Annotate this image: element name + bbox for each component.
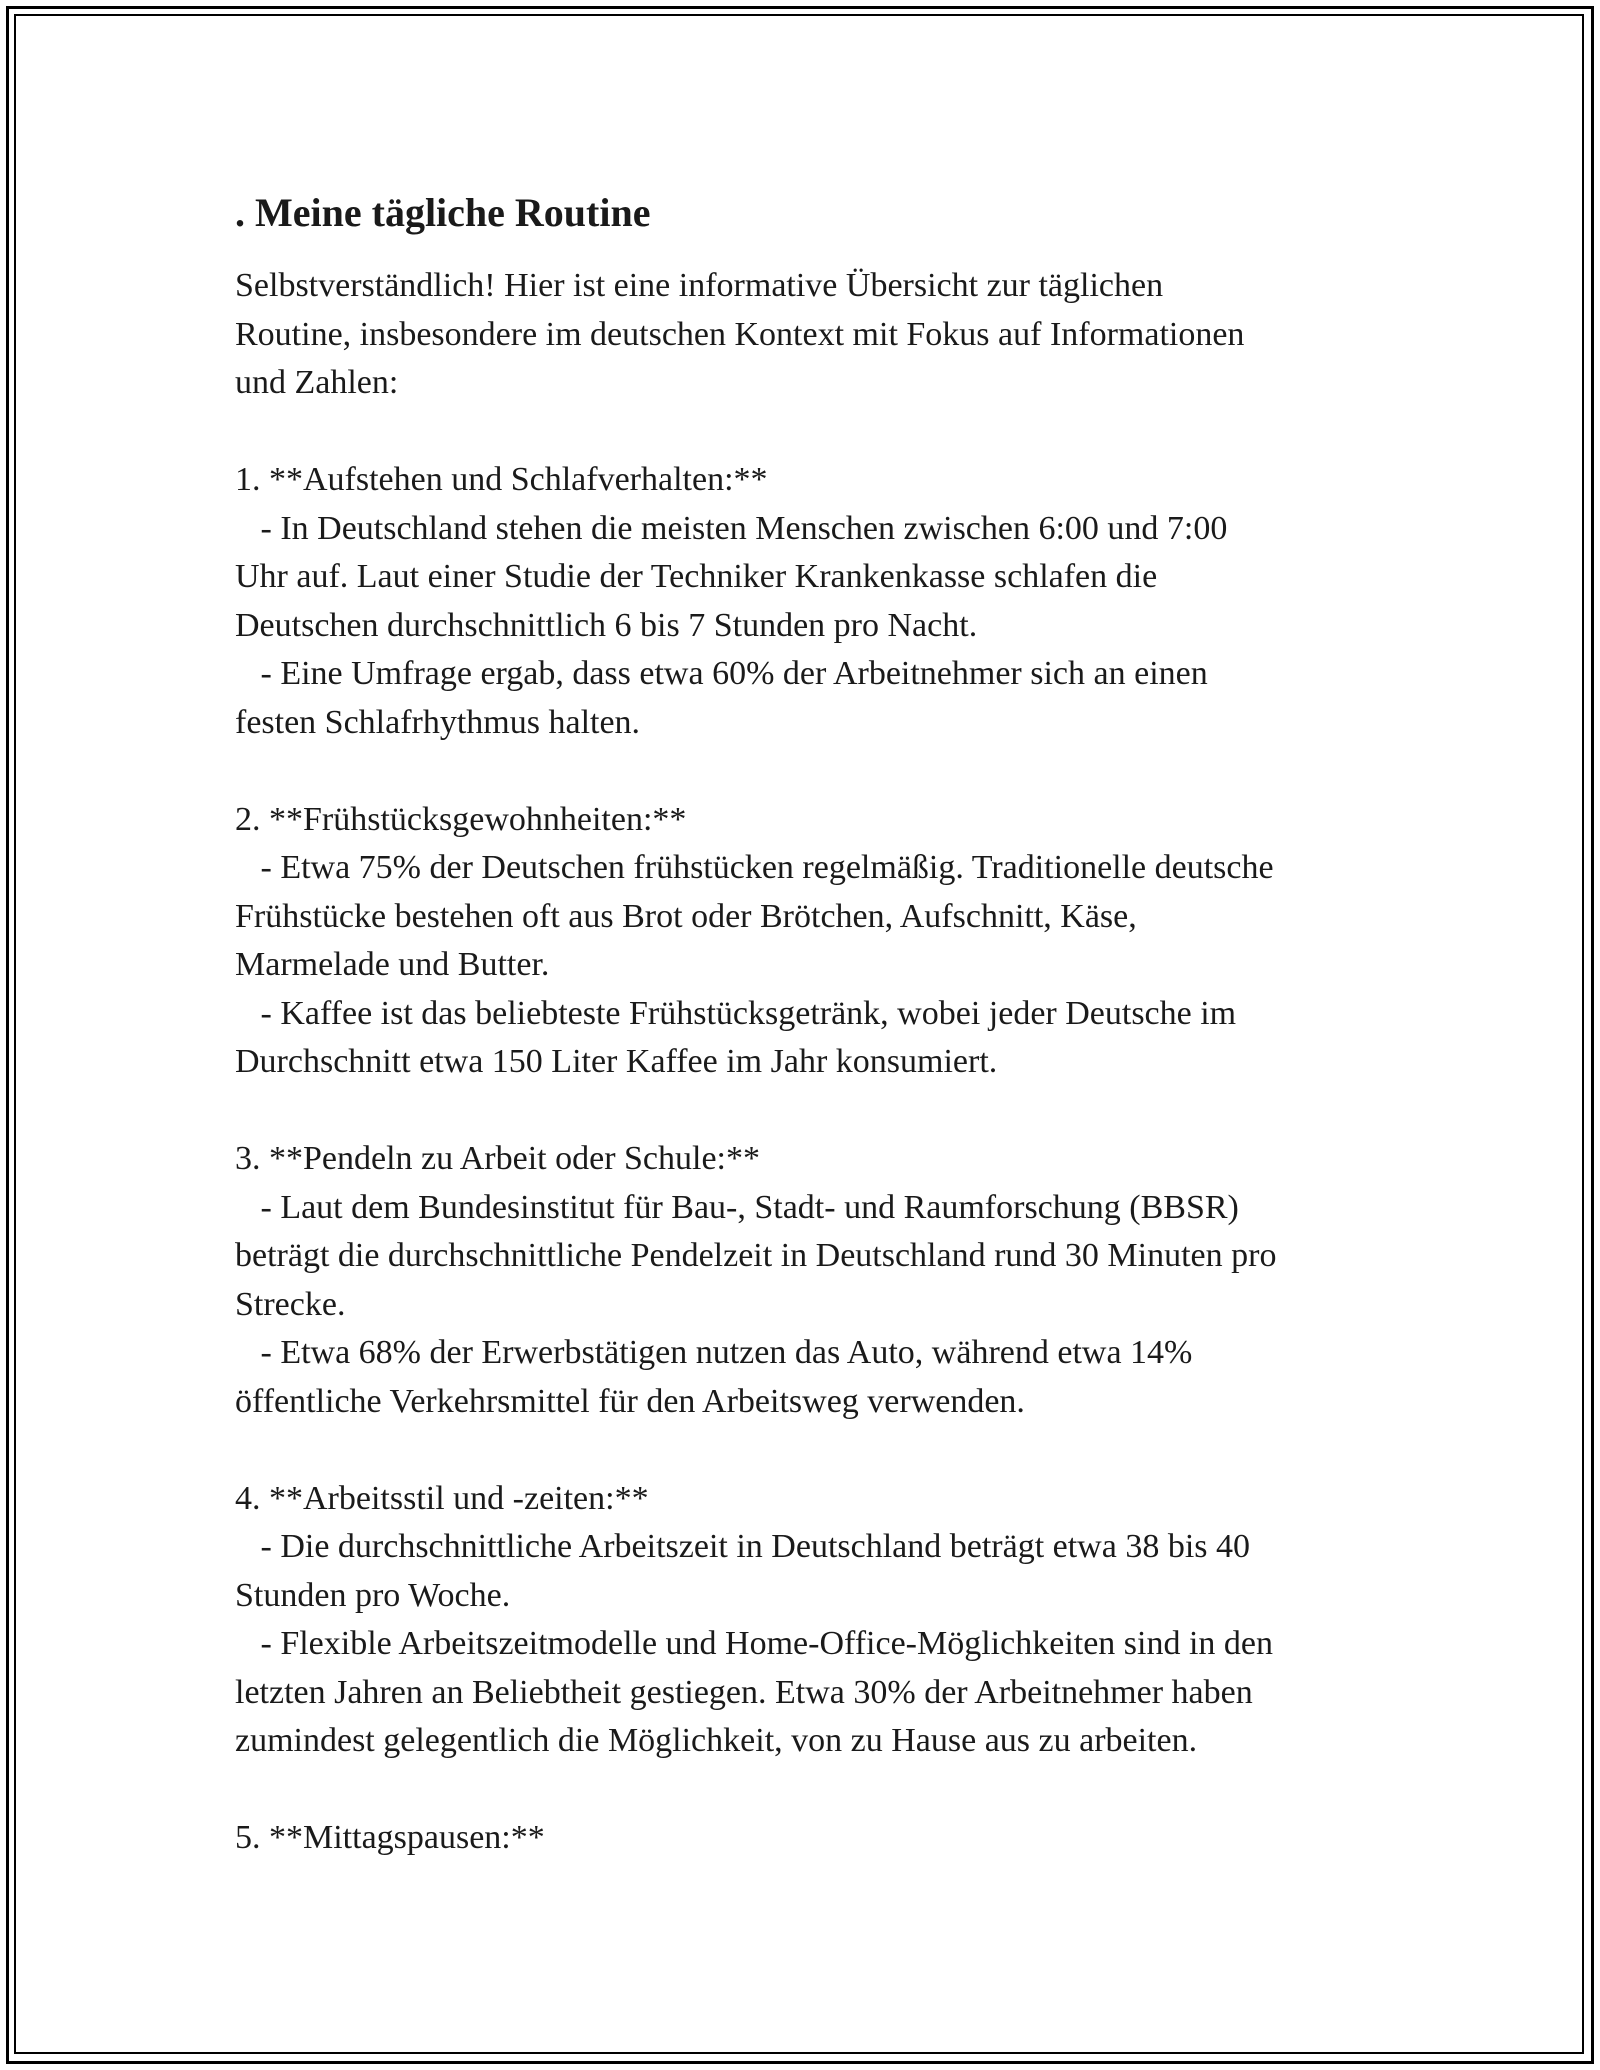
text-line: Strecke.	[235, 1285, 346, 1323]
section-heading: 5. **Mittagspausen:**	[235, 1819, 545, 1856]
text-line: - Die durchschnittliche Arbeitszeit in Deutschland beträgt etwa 38 bis 40	[235, 1528, 1251, 1565]
section-heading: 2. **Frühstücksgewohnheiten:**	[235, 800, 687, 838]
text-line: Frühstücke bestehen oft aus Brot oder Brötchen, Aufschnitt, Käse,	[235, 897, 1137, 935]
text-line: und Zahlen:	[235, 364, 399, 401]
text-line: Durchschnitt etwa 150 Liter Kaffee im Jahr konsumiert.	[235, 1043, 998, 1080]
text-line: beträgt die durchschnittliche Pendelzeit in Deutschland rund 30 Minuten pro	[235, 1237, 1277, 1274]
text-line: - Kaffee ist das beliebteste Frühstücksgetränk, wobei jeder Deutsche im	[235, 994, 1237, 1032]
blank-line	[235, 747, 1385, 796]
text-line: öffentliche Verkehrsmittel für den Arbeitsweg verwenden.	[235, 1382, 1025, 1420]
blank-line	[235, 1766, 1385, 1815]
text-line: - Eine Umfrage ergab, dass etwa 60% der Arbeitnehmer sich an einen	[235, 655, 1208, 692]
document-title: . Meine tägliche Routine	[235, 190, 651, 235]
blank-line	[235, 1426, 1385, 1475]
text-line: Marmelade und Butter.	[235, 946, 550, 983]
section-heading: 1. **Aufstehen und Schlafverhalten:**	[235, 461, 768, 498]
text-line: letzten Jahren an Beliebtheit gestiegen. Etwa 30% der Arbeitnehmer haben	[235, 1673, 1253, 1711]
text-line: zumindest gelegentlich die Möglichkeit, von zu Hause aus zu arbeiten.	[235, 1722, 1198, 1759]
text-line: festen Schlafrhythmus halten.	[235, 703, 641, 741]
text-line: Selbstverständlich! Hier ist eine informative Übersicht zur täglichen	[235, 267, 1164, 304]
text-line: Uhr auf. Laut einer Studie der Techniker Krankenkasse schlafen die	[235, 558, 1158, 595]
blank-line	[235, 408, 1385, 457]
text-line: Deutschen durchschnittlich 6 bis 7 Stunden pro Nacht.	[235, 606, 978, 644]
document-text	[235, 262, 1385, 1863]
text-line: Stunden pro Woche.	[235, 1576, 511, 1614]
blank-line	[235, 1087, 1385, 1136]
text-line: - Etwa 68% der Erwerbstätigen nutzen das Auto, während etwa 14%	[235, 1334, 1193, 1371]
section-heading: 4. **Arbeitsstil und -zeiten:**	[235, 1479, 649, 1517]
document-body	[235, 186, 1385, 1863]
text-line: - In Deutschland stehen die meisten Menschen zwischen 6:00 und 7:00	[235, 509, 1228, 547]
text-line: Routine, insbesondere im deutschen Kontext mit Fokus auf Informationen	[235, 315, 1245, 353]
section-heading: 3. **Pendeln zu Arbeit oder Schule:**	[235, 1140, 761, 1177]
text-line: - Flexible Arbeitszeitmodelle und Home-Office-Möglichkeiten sind in den	[235, 1625, 1274, 1662]
text-line: - Laut dem Bundesinstitut für Bau-, Stadt- und Raumforschung (BBSR)	[235, 1188, 1239, 1226]
text-line: - Etwa 75% der Deutschen frühstücken regelmäßig. Traditionelle deutsche	[235, 849, 1274, 886]
